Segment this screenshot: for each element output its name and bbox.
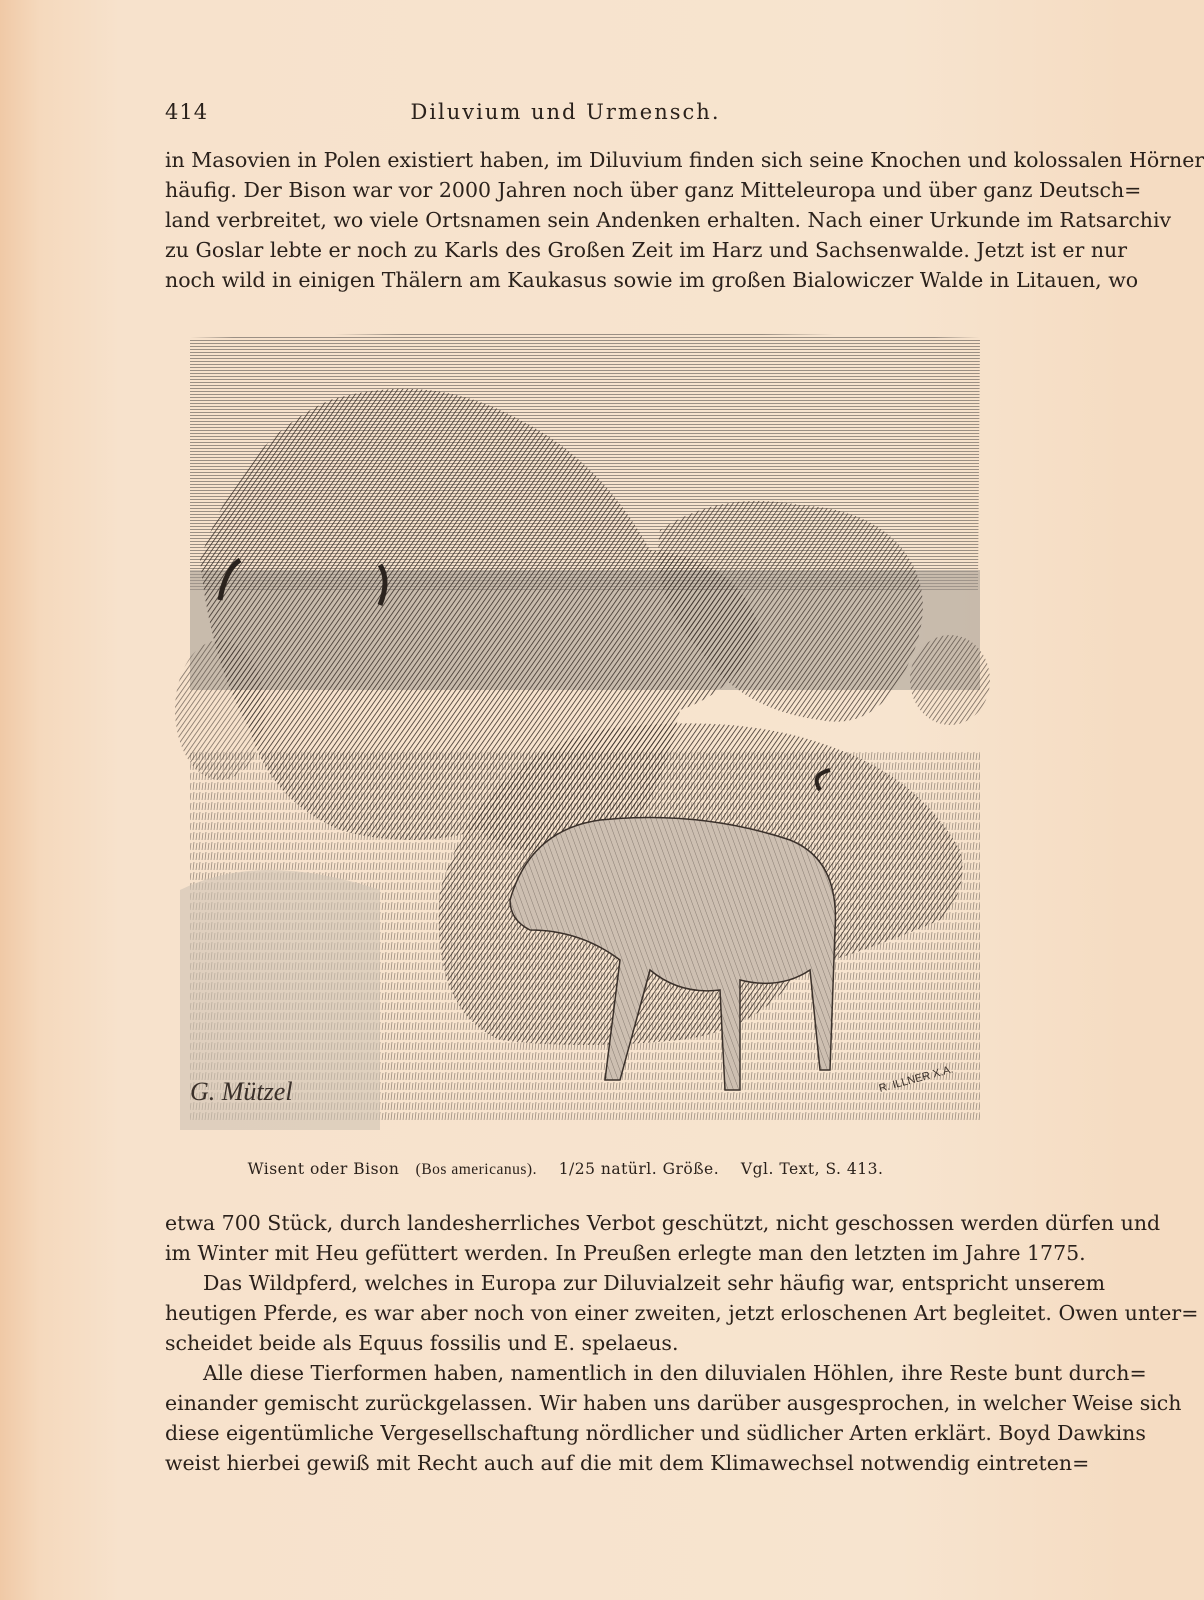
bottom-text <box>165 1208 1199 1478</box>
text-line: im Winter mit Heu gefüttert werden. In Preußen erlegte man den letzten im Jahre 1775. <box>165 1241 1086 1265</box>
bison-engraving <box>180 330 998 1150</box>
text-line: scheidet beide als Equus fossilis und E. spelaeus. <box>165 1331 679 1355</box>
engraver-signature-right: R. ILLNER X.A. <box>877 1063 955 1095</box>
caption-scale: 1/25 natürl. Größe. <box>558 1160 720 1178</box>
text-line: land verbreitet, wo viele Ortsnamen sein Andenken erhalten. Nach einer Urkunde im Ratsarchiv <box>165 208 1172 232</box>
artist-signature-left: G. Mützel <box>190 1077 293 1106</box>
distant-bison <box>910 635 990 725</box>
text-line: einander gemischt zurückgelassen. Wir haben uns darüber ausgesprochen, in welcher Weise sich <box>165 1391 1182 1415</box>
text-line: zu Goslar lebte er noch zu Karls des Großen Zeit im Harz und Sachsenwalde. Jetzt ist er nur <box>165 238 1128 262</box>
caption-latin: (Bos americanus). <box>415 1161 537 1178</box>
top-paragraph <box>165 145 1204 295</box>
text-line: Alle diese Tierformen haben, namentlich in den diluvialen Höhlen, ihre Reste bunt durch= <box>203 1361 1147 1385</box>
caption-name: Wisent oder Bison <box>247 1160 400 1178</box>
running-title: Diluvium und Urmensch. <box>410 100 721 124</box>
text-line: in Masovien in Polen existiert haben, im Diluvium finden sich seine Knochen und kolossalen Hörner <box>165 148 1204 172</box>
text-line: häufig. Der Bison war vor 2000 Jahren noch über ganz Mitteleuropa und über ganz Deutsch= <box>165 178 1142 202</box>
text-line: weist hierbei gewiß mit Recht auch auf die mit dem Klimawechsel notwendig eintreten= <box>165 1451 1090 1475</box>
page-number: 414 <box>165 100 209 124</box>
text-line: etwa 700 Stück, durch landesherrliches Verbot geschützt, nicht geschossen werden dürfen und <box>165 1211 1161 1235</box>
figure-caption <box>0 1160 1131 1179</box>
text-line: heutigen Pferde, es war aber noch von einer zweiten, jetzt erloschenen Art begleitet. Owen unter= <box>165 1301 1199 1325</box>
text-line: noch wild in einigen Thälern am Kaukasus sowie im großen Bialowiczer Walde in Litauen, wo <box>165 268 1139 292</box>
text-line: Das Wildpferd, welches in Europa zur Diluvialzeit sehr häufig war, entspricht unserem <box>203 1271 1106 1295</box>
caption-reference: Vgl. Text, S. 413. <box>740 1160 884 1178</box>
text-line: diese eigentümliche Vergesellschaftung nördlicher und südlicher Arten erklärt. Boyd Dawkins <box>165 1421 1146 1445</box>
